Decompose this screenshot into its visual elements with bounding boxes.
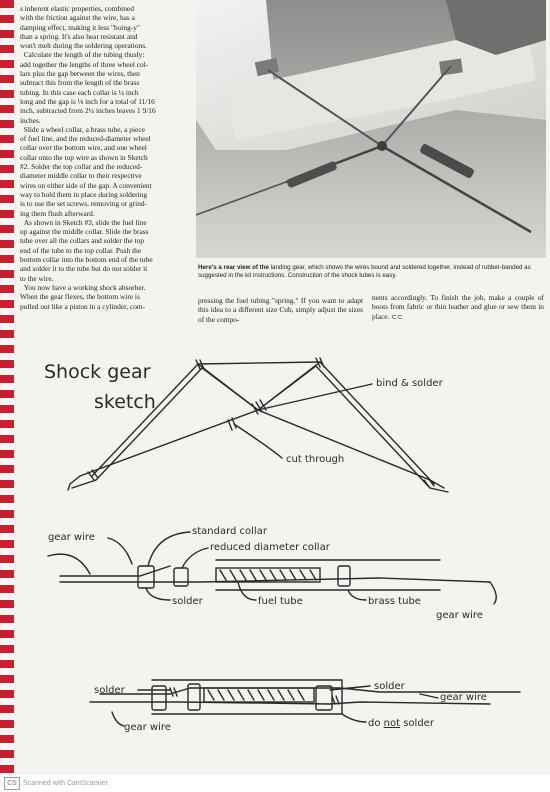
- label-brass-tube: brass tube: [368, 596, 421, 607]
- gear-wire-left-curve: [48, 554, 90, 574]
- spiral-binding: [0, 0, 14, 775]
- label-solder-3: solder: [374, 681, 405, 692]
- label-do-not-solder: [368, 718, 435, 729]
- landing-gear-photo-art: [196, 0, 546, 258]
- label-standard-collar: standard collar: [192, 526, 267, 537]
- caption-lead: Here's a rear view of the: [198, 264, 269, 271]
- end-mark: ⊂⊂: [391, 312, 404, 321]
- brass-tube-shape: [216, 560, 440, 590]
- fuel-tube-hatch: [220, 570, 316, 580]
- leader-sk3-gear-wire-right: [420, 694, 438, 698]
- leader-std-collar: [148, 532, 190, 566]
- gear-frame-inner-left: [202, 368, 258, 410]
- article-column-3-text: nents accordingly. To finish the job, make a couple of boots from fabric or thin leather and glue or sew them in place.: [372, 293, 544, 321]
- label-fuel-tube: fuel tube: [258, 596, 303, 607]
- leader-brass-tube: [348, 590, 366, 600]
- label-gear-wire-3: gear wire: [440, 692, 487, 703]
- leader-cut-through: [234, 424, 282, 458]
- label-cut-through: cut through: [286, 454, 345, 465]
- label-solder-2: solder: [94, 685, 125, 696]
- label-reduced-collar: reduced diameter collar: [210, 542, 330, 553]
- end-collar: [338, 566, 350, 586]
- leader-do-not-solder: [342, 714, 366, 722]
- label-gear-wire-left: gear wire: [48, 532, 95, 543]
- caption-body: landing gear, which shows the wires bound and soldered together, instead of rubber-banded as suggested in the kit instructions. Construction of the shock tubes is easy.: [198, 264, 531, 279]
- camscanner-logo-icon: CS: [4, 777, 20, 790]
- leader-sk3-gear-wire-left: [112, 712, 124, 726]
- gear-frame-top-bar: [198, 362, 320, 364]
- label-do-not-solder-pre: do: [368, 718, 384, 729]
- label-gear-wire-right: gear wire: [436, 610, 483, 621]
- leader-solder-1: [146, 588, 170, 600]
- leader-gear-wire-right: [490, 582, 496, 604]
- article-column-2: pressing the fuel tubing "spring." If you want to adapt this idea to a different size Cub, simply adjust the sizes of the compo-: [198, 296, 363, 324]
- label-do-not-solder-not: not: [383, 718, 401, 729]
- article-left-column: s inherent elastic properties, combined with the friction against the wire, has a damping effect, making it less "boing-y" than a spring. It's also heat resistant and won't melt during the soldering operations. Calculate the length of the tubing thusly: add together the lengths of three wheel col- lars plus the gap between the wires, then subtract this from the length of the brass tubing. In this case each collar is ¼ inch long and the gap is ⅛ inch for a total of 11/16 inch, subtracted from 2¼ inches leaves 1 9/16 inches. Slide a wheel collar, a brass tube, a piece of fuel line, and the reduced-diameter wheel collar over the bottom wire, and one wheel collar onto the top wire as shown in Sketch #2. Solder the top collar and the reduced- diameter middle collar to their respective wires on either side of the gap. A convenient way to hold them in place during soldering is to use the set screws, removing or grind- ing them flush afterward. As shown in Sketch #3, slide the fuel line up against the middle collar. Slide the brass tube over all the collars and solder the top end of the tube to the top collar. Push the bottom collar into the bottom end of the tube and solder it to the tube but do not solder it to the wire. You now have a working shock absorber. When the gear flexes, the bottom wire is pulled out like a piston in a cylinder, com-: [20, 4, 156, 311]
- standard-collar: [138, 566, 154, 588]
- sketch-title-line1: Shock gear: [44, 361, 151, 383]
- sketch-drawing: [20, 338, 546, 768]
- label-gear-wire-4: gear wire: [124, 722, 171, 733]
- reduced-collar: [174, 568, 188, 586]
- scanner-watermark-text: Scanned with CamScanner: [23, 780, 108, 787]
- leader-reduced-collar: [182, 548, 208, 568]
- sketch-title-line2: sketch: [94, 391, 156, 413]
- sk3-fuel-hatch: [208, 690, 304, 700]
- label-bind-solder: bind & solder: [376, 378, 443, 389]
- label-solder-1: solder: [172, 596, 203, 607]
- scanner-watermark-bar: [0, 775, 550, 792]
- leader-gear-wire-left: [108, 538, 132, 564]
- article-column-3: [372, 293, 544, 322]
- shock-gear-sketch: [20, 338, 546, 768]
- photo-caption: [198, 264, 544, 280]
- landing-gear-photo: [196, 0, 546, 258]
- leader-fuel-tube: [238, 582, 256, 600]
- label-do-not-solder-post: solder: [400, 718, 434, 729]
